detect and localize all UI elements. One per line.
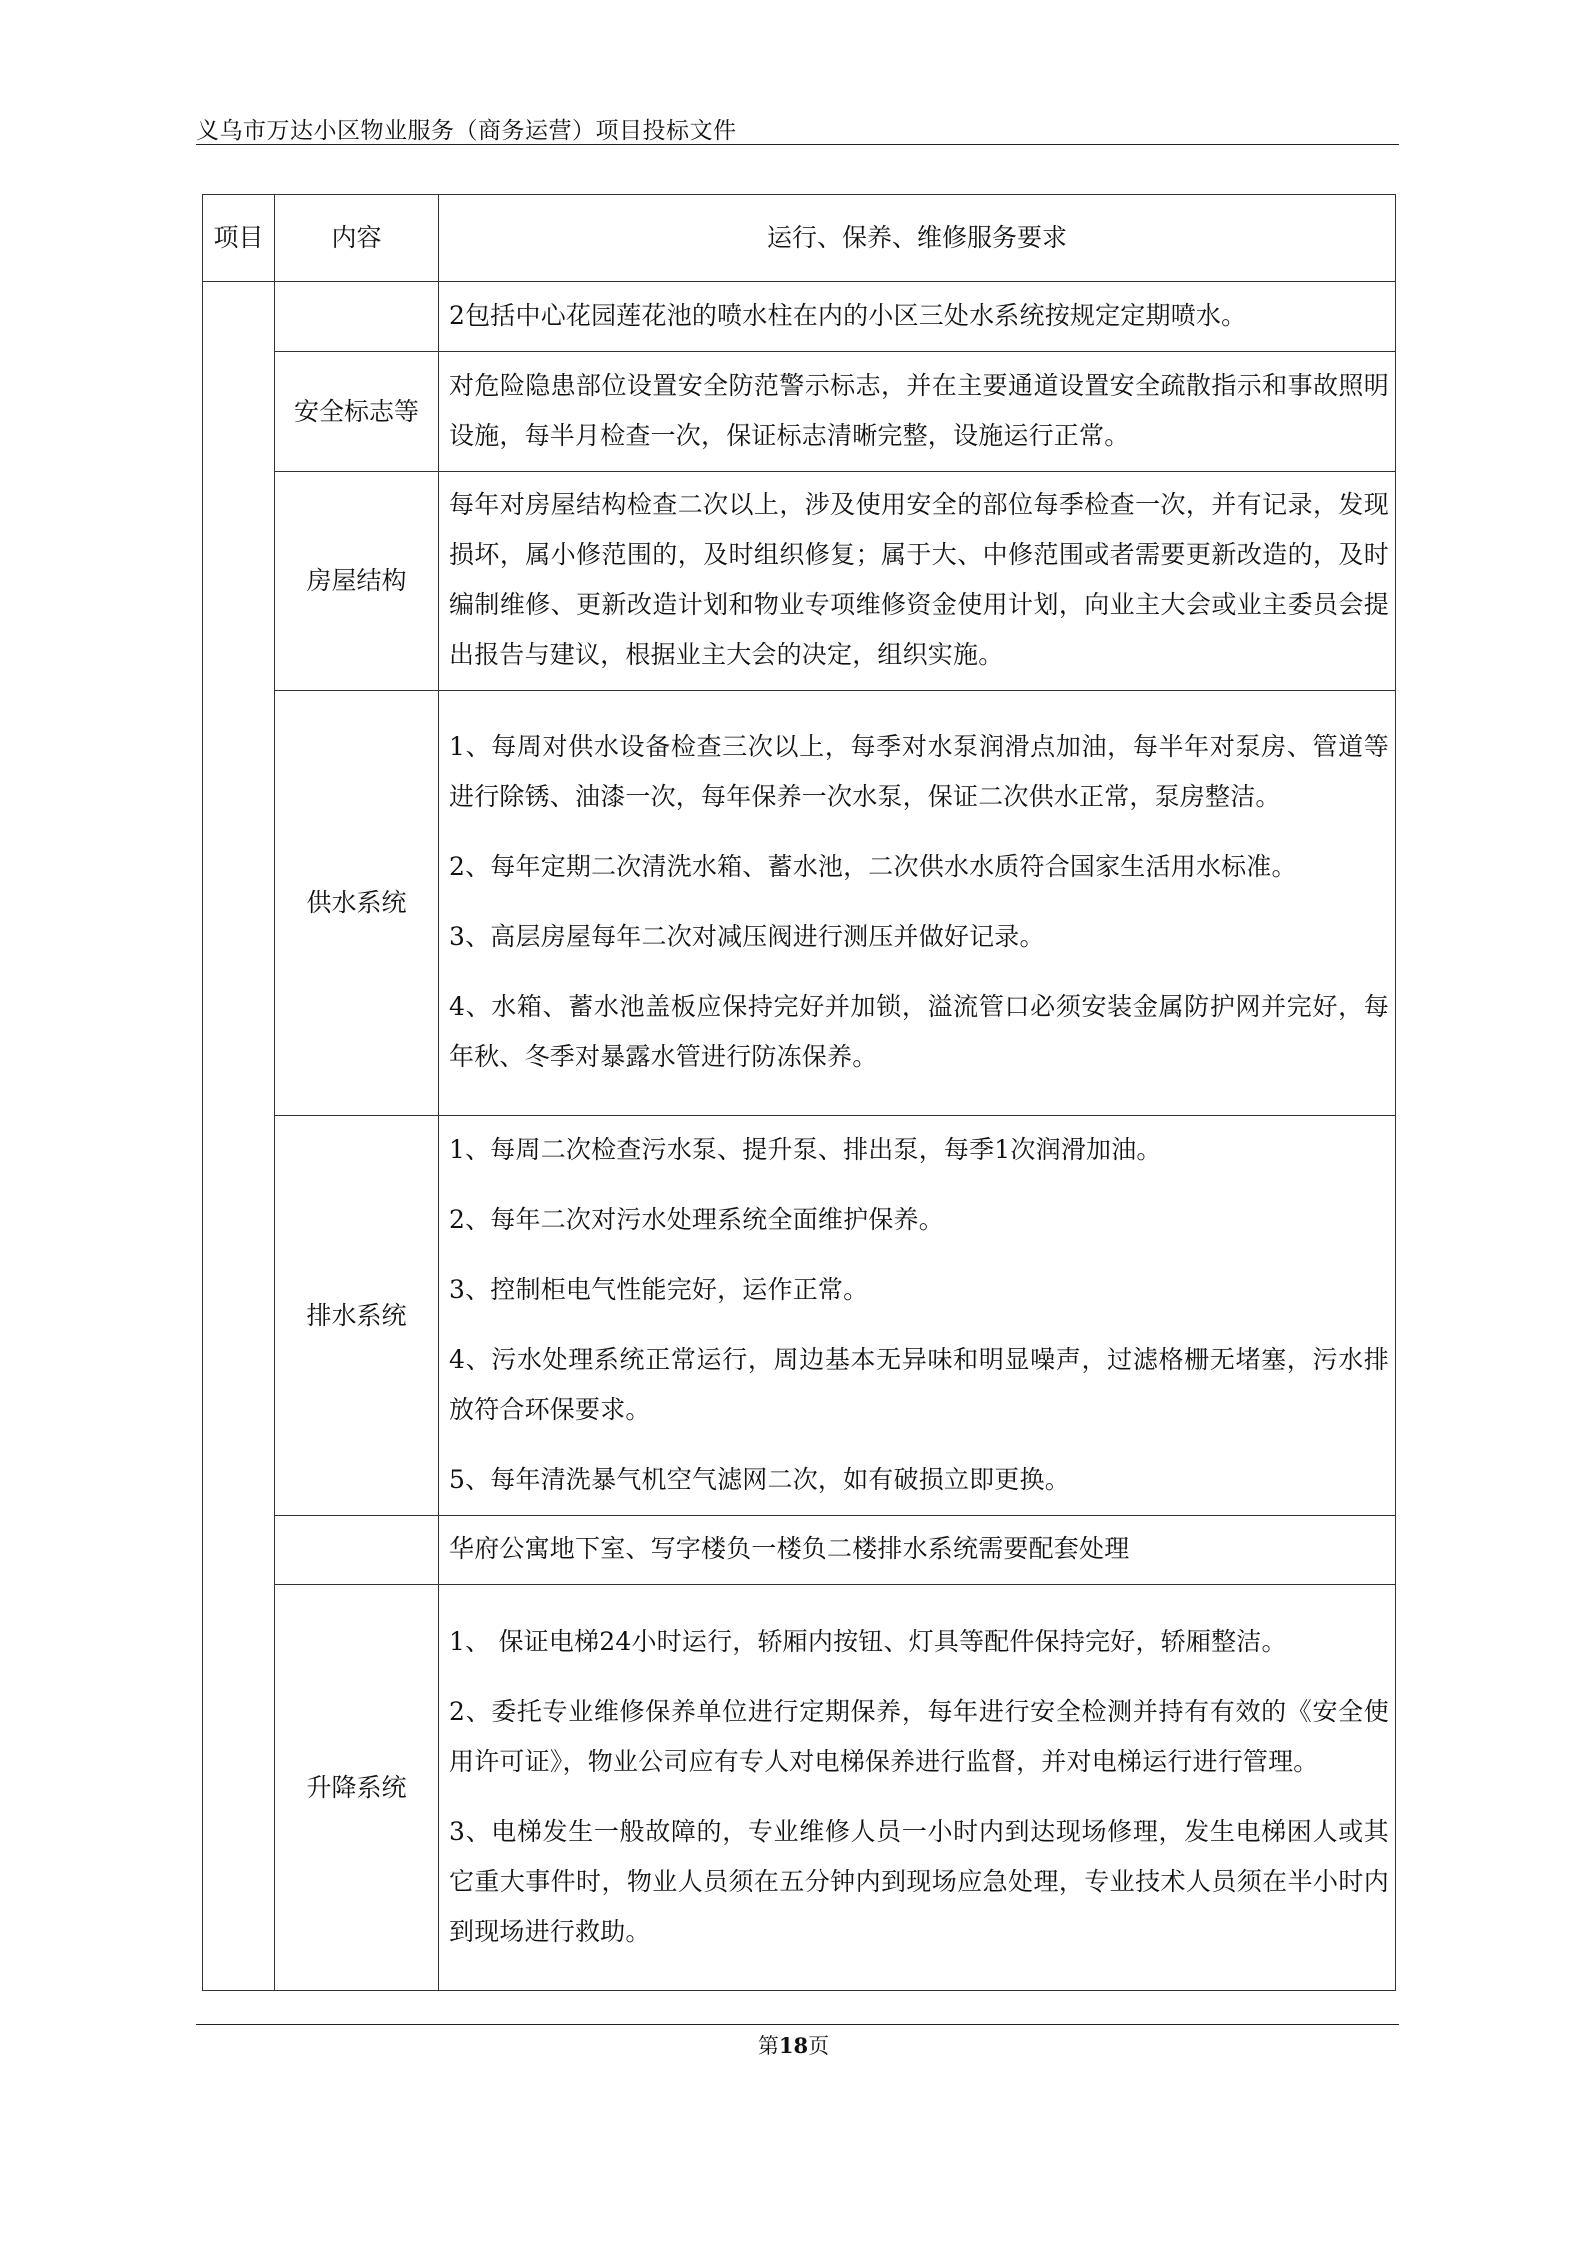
table-row xyxy=(203,1516,1396,1585)
category-cell: 供水系统 xyxy=(275,691,439,1116)
requirement-cell xyxy=(439,1585,1396,1991)
requirement-paragraph: 华府公寓地下室、写字楼负一楼负二楼排水系统需要配套处理 xyxy=(449,1534,1130,1563)
requirement-paragraph: 每年对房屋结构检查二次以上，涉及使用安全的部位每季检查一次，并有记录，发现损坏，属小修范围的，及时组织修复；属于大、中修范围或者需要更新改造的，及时编制维修、更新改造计划和物业专项维修资金使用计划，向业主大会或业主委员会提出报告与建议，根据业主大会的决定，组织实施。 xyxy=(449,490,1389,669)
category-cell xyxy=(275,1516,439,1585)
requirement-paragraph: 2包括中心花园莲花池的喷水柱在内的小区三处水系统按规定定期喷水。 xyxy=(449,300,1247,330)
requirement-paragraph: 1、 保证电梯24小时运行，轿厢内按钮、灯具等配件保持完好，轿厢整洁。 xyxy=(449,1626,1287,1656)
page-number-value: 18 xyxy=(778,2033,809,2058)
category-cell: 升降系统 xyxy=(275,1585,439,1991)
document-header-title: 义乌市万达小区物业服务（商务运营）项目投标文件 xyxy=(196,118,737,144)
requirement-paragraph: 1、每周二次检查污水泵、提升泵、排出泵，每季1次润滑加油。 xyxy=(449,1134,1162,1164)
requirement-cell xyxy=(439,352,1396,472)
requirement-paragraph: 3、高层房屋每年二次对减压阀进行测压并做好记录。 xyxy=(449,922,1045,951)
requirement-cell xyxy=(439,1516,1396,1585)
column-header-requirements: 运行、保养、维修服务要求 xyxy=(439,195,1396,282)
requirement-paragraph: 2、每年二次对污水处理系统全面维护保养。 xyxy=(449,1204,944,1234)
requirement-cell xyxy=(439,282,1396,352)
service-requirements-table xyxy=(202,194,1396,1991)
column-header-content: 内容 xyxy=(275,195,439,282)
requirement-cell xyxy=(439,472,1396,691)
category-cell: 房屋结构 xyxy=(275,472,439,691)
table-row xyxy=(203,352,1396,472)
category-cell xyxy=(275,282,439,352)
table-row xyxy=(203,1585,1396,1991)
requirement-paragraph: 3、控制柜电气性能完好，运作正常。 xyxy=(449,1274,869,1304)
column-header-project: 项目 xyxy=(203,195,275,282)
requirement-paragraph: 5、每年清洗暴气机空气滤网二次，如有破损立即更换。 xyxy=(449,1464,1070,1494)
table-row xyxy=(203,472,1396,691)
page-number xyxy=(0,2030,1587,2060)
category-cell: 排水系统 xyxy=(275,1116,439,1516)
page-prefix: 第 xyxy=(757,2034,779,2058)
requirement-cell xyxy=(439,1116,1396,1516)
table-row xyxy=(203,282,1396,352)
category-cell: 安全标志等 xyxy=(275,352,439,472)
page-suffix: 页 xyxy=(808,2034,830,2058)
requirement-paragraph: 4、污水处理系统正常运行，周边基本无异味和明显噪声，过滤格栅无堵塞，污水排放符合环保要求。 xyxy=(449,1344,1389,1424)
requirement-paragraph: 1、每周对供水设备检查三次以上，每季对水泵润滑点加油，每半年对泵房、管道等进行除锈、油漆一次，每年保养一次水泵，保证二次供水正常，泵房整洁。 xyxy=(449,732,1389,811)
requirement-paragraph: 2、每年定期二次清洗水箱、蓄水池，二次供水水质符合国家生活用水标准。 xyxy=(449,852,1297,881)
footer-divider xyxy=(196,2024,1399,2025)
table-row xyxy=(203,691,1396,1116)
table-header-row xyxy=(203,195,1396,282)
requirement-paragraph: 2、委托专业维修保养单位进行定期保养，每年进行安全检测并持有有效的《安全使用许可证》，物业公司应有专人对电梯保养进行监督，并对电梯运行进行管理。 xyxy=(449,1696,1389,1776)
header-divider xyxy=(196,144,1399,145)
requirement-cell xyxy=(439,691,1396,1116)
requirement-paragraph: 3、电梯发生一般故障的，专业维修人员一小时内到达现场修理，发生电梯困人或其它重大事件时，物业人员须在五分钟内到现场应急处理，专业技术人员须在半小时内到现场进行救助。 xyxy=(449,1816,1389,1946)
project-cell-empty xyxy=(203,282,275,1991)
requirement-paragraph: 4、水箱、蓄水池盖板应保持完好并加锁，溢流管口必须安装金属防护网并完好，每年秋、冬季对暴露水管进行防冻保养。 xyxy=(449,992,1389,1071)
table-row xyxy=(203,1116,1396,1516)
requirement-paragraph: 对危险隐患部位设置安全防范警示标志，并在主要通道设置安全疏散指示和事故照明设施，每半月检查一次，保证标志清晰完整，设施运行正常。 xyxy=(449,370,1389,450)
